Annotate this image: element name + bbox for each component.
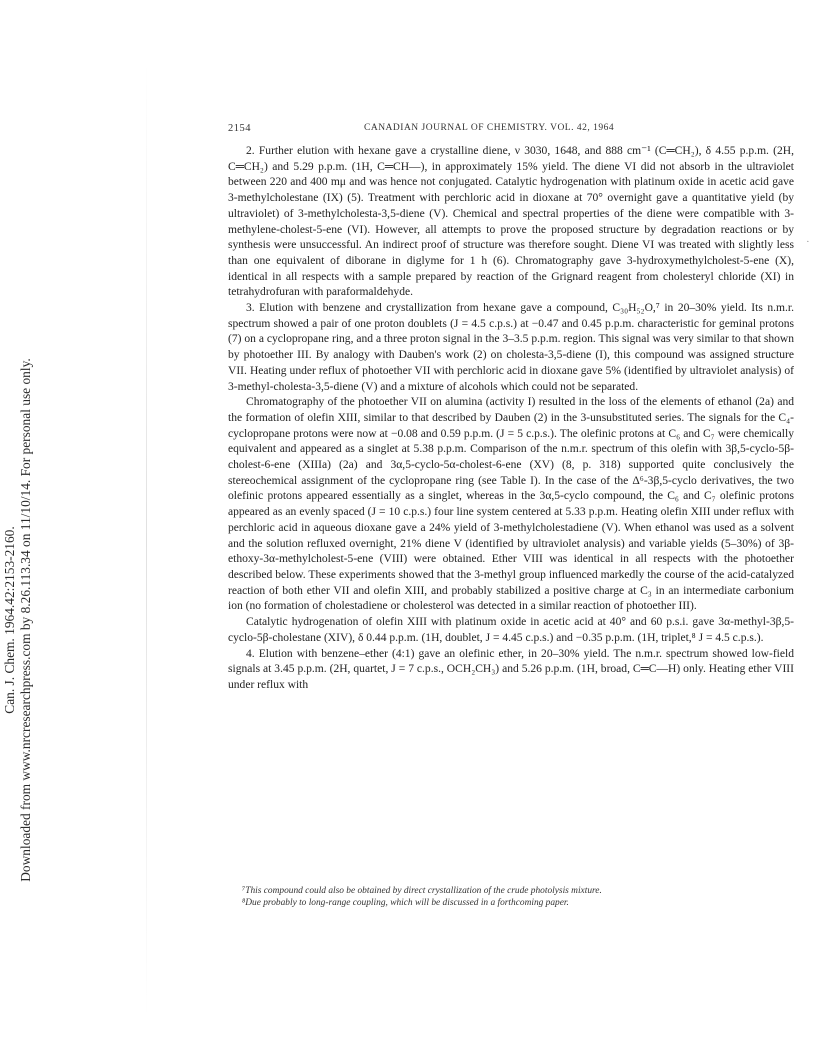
footnote-7: ⁷This compound could also be obtained by direct crystallization of the crude photolysis mixture. xyxy=(242,886,602,896)
paragraph-elution-4: 4. Elution with benzene–ether (4:1) gave an olefinic ether, in 20–30% yield. The n.m.r. spectrum showed low-field signals at 3.45 p.p.m. (2H, quartet, J = 7 c.p.s., OCH₂CH₃) and 5.26 p.p.m. (1H, broad, C═C—H) only. Heating ether VIII under reflux with xyxy=(228,647,794,691)
running-header xyxy=(228,123,794,137)
scan-speck: · xyxy=(806,236,810,248)
citation-line: Can. J. Chem. 1964.42:2153-2160. xyxy=(2,526,17,714)
paragraph-elution-3: 3. Elution with benzene and crystallization from hexane gave a compound, C₃₀H₅₂O,⁷ in 20–30% yield. Its n.m.r. spectrum showed a pair of one proton doublets (J = 4.5 c.p.s.) at −0.47 and 0.45 p.p.m. characteristic for geminal protons (7) on a cyclopropane ring, and a three proton signal in the 3–3.5 p.p.m. region. This signal was very similar to that shown by photoether III. By analogy with Dauben's work (2) on cholesta-3,5-diene (I), this compound was assigned structure VII. Heating under reflux of photoether VII with perchloric acid in dioxane gave 5% (identified by ultraviolet analysis) of 3-methyl-cholesta-3,5-diene (V) and a mixture of alcohols which could not be separated. xyxy=(228,302,794,393)
scan-fold-line xyxy=(146,60,147,1020)
paragraph-chromatography: Chromatography of the photoether VII on alumina (activity I) resulted in the loss of the elements of ethanol (2a) and the formation of olefin XIII, similar to that described by Dauben (2) in the 3-unsubstituted series. The signals for the C₄-cyclopropane protons were now at −0.08 and 0.59 p.p.m. (J = 5 c.p.s.). The olefinic protons at C₆ and C₇ were chemically equivalent and appeared as a singlet at 5.38 p.p.m. Comparison of the n.m.r. spectrum of this olefin with 3β,5-cyclo-5β-cholest-6-ene (XIIIa) (2a) and 3α,5-cyclo-5α-cholest-6-ene (XV) (8, p. 318) supported quite conclusively the stereochemical assignment of the cyclopropane ring (see Table I). In the case of the Δ⁶-3β,5-cyclo derivatives, the two olefinic protons appeared essentially as a singlet, whereas in the 3α,5-cyclo compound, the C₆ and C₇ olefinic protons appeared as an evenly spaced (J = 10 c.p.s.) four line system centered at 5.33 p.p.m. Heating olefin XIII under reflux with perchloric acid in aqueous dioxane gave a 24% yield of 3-methylcholestadiene (V). When ethanol was used as a solvent and the solution refluxed overnight, 21% diene V (identified by ultraviolet analysis) and variable yields (5–30%) of 3β-ethoxy-3α-methylcholest-5-ene (VIII) were obtained. Ether VIII was identical in all respects with the photoether described below. These experiments showed that the 3-methyl group influenced markedly the course of the acid-catalyzed reaction of both ether VII and olefin XIII, and probably stabilized a positive charge at C₃ in an intermediate carbonium ion (no formation of cholestadiene or cholesterol was detected in a similar reaction of photoether III). xyxy=(228,396,794,613)
paragraph-hydrogenation: Catalytic hydrogenation of olefin XIII with platinum oxide in acetic acid at 40° and 60 p.s.i. gave 3α-methyl-3β,5-cyclo-5β-cholestane (XIV), δ 0.44 p.p.m. (1H, doublet, J = 4.45 c.p.s.) and −0.35 p.p.m. (1H, triplet,⁸ J = 4.5 c.p.s.). xyxy=(228,616,794,644)
footnote-8: ⁸Due probably to long-range coupling, which will be discussed in a forthcoming paper. xyxy=(242,898,569,908)
article-body xyxy=(228,144,794,694)
download-watermark xyxy=(2,240,34,1000)
paragraph-elution-2: 2. Further elution with hexane gave a crystalline diene, ν 3030, 1648, and 888 cm⁻¹ (C═CH₂), δ 4.55 p.p.m. (2H, C═CH₂) and 5.29 p.p.m. (1H, C═CH—), in approximately 15% yield. The diene VI did not absorb in the ultraviolet between 220 and 400 mμ and was hence not conjugated. Catalytic hydrogenation with platinum oxide in acetic acid gave 3-methylcholestane (IX) (5). Treatment with perchloric acid in dioxane at 70° overnight gave a quantitative yield (by ultraviolet) of 3-methylcholesta-3,5-diene (V). Chemical and spectral properties of the diene were compatible with 3-methylene-cholest-5-ene (VI). However, all attempts to prove the proposed structure by degradation reactions or by synthesis were unsuccessful. An indirect proof of structure was therefore sought. Diene VI was treated with slightly less than one equivalent of diborane in diglyme for 1 h (6). Chromatography gave 3-hydroxymethylcholest-5-ene (X), identical in all respects with a sample prepared by reaction of the Grignard reagent from cholesteryl chloride (XI) in tetrahydrofuran with paraformaldehyde. xyxy=(228,145,794,299)
download-line: Downloaded from www.nrcresearchpress.com by 8.26.113.34 on 11/10/14. For personal use only. xyxy=(18,358,33,882)
footnotes xyxy=(242,885,794,909)
page-number: 2154 xyxy=(228,123,251,134)
journal-title: CANADIAN JOURNAL OF CHEMISTRY. VOL. 42, 1964 xyxy=(364,123,615,133)
